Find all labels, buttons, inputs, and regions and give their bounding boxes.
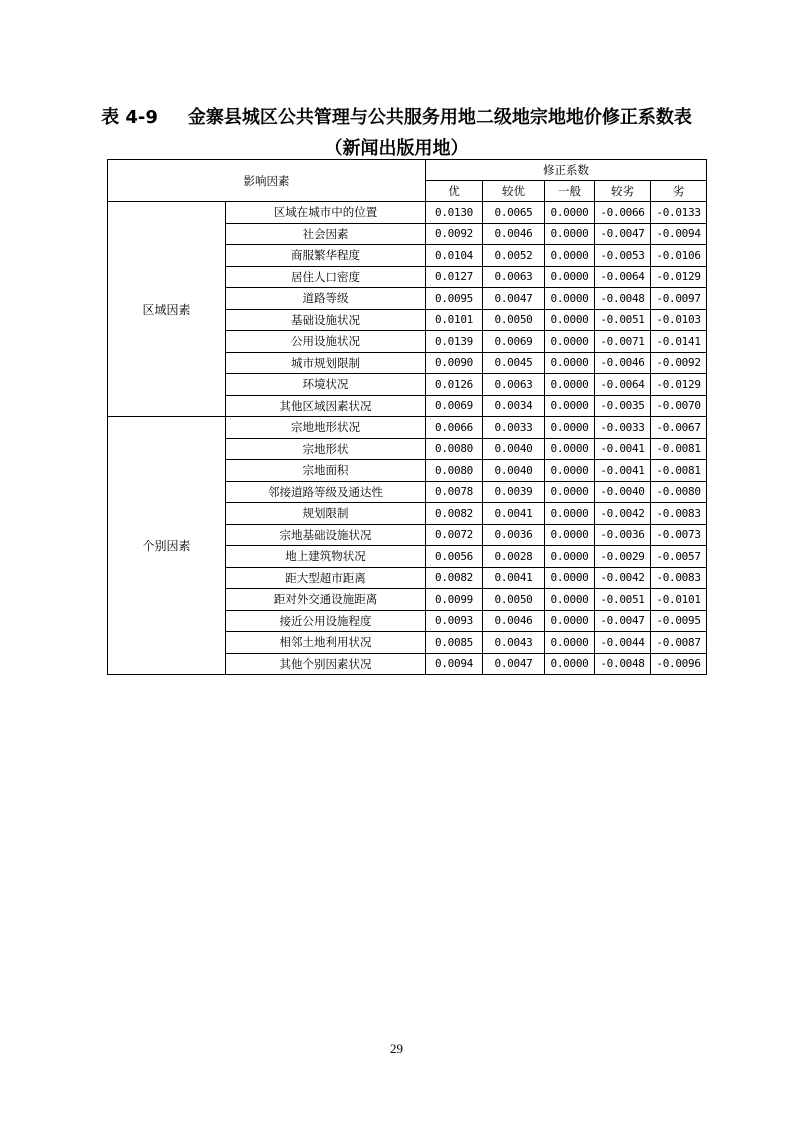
coefficient-value: 0.0127 — [426, 266, 483, 288]
coefficient-value: 0.0080 — [426, 460, 483, 482]
coefficient-value: -0.0046 — [595, 352, 651, 374]
coefficient-value: 0.0000 — [545, 266, 595, 288]
coefficient-value: 0.0000 — [545, 352, 595, 374]
coefficient-value: -0.0042 — [595, 503, 651, 525]
table-header — [108, 160, 707, 202]
level-header: 劣 — [651, 181, 707, 202]
coefficient-value: -0.0129 — [651, 266, 707, 288]
coefficient-value: 0.0039 — [483, 481, 545, 503]
factor-label: 其他区域因素状况 — [226, 395, 426, 417]
table-row — [108, 417, 707, 439]
factor-label: 环境状况 — [226, 374, 426, 396]
coefficient-value: -0.0083 — [651, 503, 707, 525]
coefficient-value: -0.0042 — [595, 567, 651, 589]
coefficient-value: 0.0063 — [483, 266, 545, 288]
coefficient-value: 0.0046 — [483, 223, 545, 245]
table-number: 表 4-9 — [101, 107, 158, 128]
coefficient-value: 0.0000 — [545, 223, 595, 245]
coefficient-value: 0.0000 — [545, 524, 595, 546]
coefficient-value: 0.0043 — [483, 632, 545, 654]
coefficient-value: 0.0126 — [426, 374, 483, 396]
coefficient-value: 0.0045 — [483, 352, 545, 374]
coefficient-value: 0.0050 — [483, 589, 545, 611]
coefficient-value: -0.0048 — [595, 653, 651, 675]
coefficient-value: 0.0000 — [545, 374, 595, 396]
coefficient-value: 0.0036 — [483, 524, 545, 546]
coefficient-value: -0.0073 — [651, 524, 707, 546]
coefficient-value: 0.0069 — [426, 395, 483, 417]
coefficient-value: -0.0094 — [651, 223, 707, 245]
coefficient-header: 修正系数 — [426, 160, 707, 181]
coefficient-value: -0.0051 — [595, 309, 651, 331]
coefficient-value: 0.0000 — [545, 417, 595, 439]
factor-label: 邻接道路等级及通达性 — [226, 481, 426, 503]
coefficient-value: -0.0081 — [651, 438, 707, 460]
coefficient-value: 0.0066 — [426, 417, 483, 439]
coefficient-value: -0.0070 — [651, 395, 707, 417]
coefficient-value: 0.0099 — [426, 589, 483, 611]
factor-label: 基础设施状况 — [226, 309, 426, 331]
coefficient-value: 0.0090 — [426, 352, 483, 374]
group-label: 个别因素 — [108, 417, 226, 675]
level-header: 一般 — [545, 181, 595, 202]
coefficient-value: 0.0000 — [545, 202, 595, 224]
coefficient-value: -0.0053 — [595, 245, 651, 267]
coefficient-value: 0.0033 — [483, 417, 545, 439]
coefficient-value: -0.0103 — [651, 309, 707, 331]
coefficient-value: 0.0046 — [483, 610, 545, 632]
coefficient-value: -0.0071 — [595, 331, 651, 353]
coefficient-value: -0.0051 — [595, 589, 651, 611]
coefficient-value: 0.0056 — [426, 546, 483, 568]
coefficient-value: 0.0047 — [483, 288, 545, 310]
level-header: 优 — [426, 181, 483, 202]
coefficient-value: 0.0085 — [426, 632, 483, 654]
coefficient-value: -0.0141 — [651, 331, 707, 353]
factor-label: 城市规划限制 — [226, 352, 426, 374]
table-title-text: 金寨县城区公共管理与公共服务用地二级地宗地地价修正系数表 — [187, 107, 692, 128]
coefficient-value: 0.0000 — [545, 460, 595, 482]
coefficient-value: -0.0087 — [651, 632, 707, 654]
table-row — [108, 202, 707, 224]
coefficient-value: 0.0000 — [545, 309, 595, 331]
coefficient-value: 0.0000 — [545, 331, 595, 353]
coefficient-value: 0.0065 — [483, 202, 545, 224]
factor-label: 宗地基础设施状况 — [226, 524, 426, 546]
coefficient-value: -0.0064 — [595, 374, 651, 396]
group-label: 区域因素 — [108, 202, 226, 417]
coefficient-value: 0.0063 — [483, 374, 545, 396]
coefficient-value: 0.0092 — [426, 223, 483, 245]
table-body — [108, 202, 707, 675]
coefficient-value: 0.0139 — [426, 331, 483, 353]
factor-label: 宗地面积 — [226, 460, 426, 482]
page-number: 29 — [390, 1041, 403, 1056]
coefficient-value: -0.0040 — [595, 481, 651, 503]
coefficient-value: 0.0050 — [483, 309, 545, 331]
coefficient-value: -0.0101 — [651, 589, 707, 611]
coefficient-value: -0.0029 — [595, 546, 651, 568]
factor-label: 区域在城市中的位置 — [226, 202, 426, 224]
coefficient-value: -0.0083 — [651, 567, 707, 589]
coefficient-value: 0.0101 — [426, 309, 483, 331]
factor-label: 宗地地形状况 — [226, 417, 426, 439]
coefficient-value: -0.0081 — [651, 460, 707, 482]
factor-header: 影响因素 — [108, 160, 426, 202]
factor-label: 接近公用设施程度 — [226, 610, 426, 632]
coefficient-value: 0.0000 — [545, 653, 595, 675]
coefficient-value: -0.0097 — [651, 288, 707, 310]
coefficient-value: -0.0041 — [595, 460, 651, 482]
coefficient-value: 0.0130 — [426, 202, 483, 224]
coefficient-value: -0.0057 — [651, 546, 707, 568]
factor-label: 社会因素 — [226, 223, 426, 245]
coefficient-value: 0.0078 — [426, 481, 483, 503]
coefficient-value: 0.0000 — [545, 288, 595, 310]
coefficient-value: -0.0080 — [651, 481, 707, 503]
table-title — [0, 103, 793, 129]
coefficient-value: 0.0000 — [545, 589, 595, 611]
level-header: 较优 — [483, 181, 545, 202]
factor-label: 相邻土地利用状况 — [226, 632, 426, 654]
coefficient-value: 0.0041 — [483, 503, 545, 525]
factor-label: 地上建筑物状况 — [226, 546, 426, 568]
coefficient-value: 0.0040 — [483, 438, 545, 460]
coefficient-value: -0.0064 — [595, 266, 651, 288]
coefficient-value: 0.0000 — [545, 245, 595, 267]
coefficient-value: 0.0082 — [426, 503, 483, 525]
factor-label: 居住人口密度 — [226, 266, 426, 288]
coefficient-value: -0.0041 — [595, 438, 651, 460]
table-subtitle: （新闻出版用地） — [324, 138, 469, 159]
coefficient-value: 0.0034 — [483, 395, 545, 417]
coefficient-value: 0.0047 — [483, 653, 545, 675]
coefficient-value: 0.0093 — [426, 610, 483, 632]
coefficient-value: 0.0095 — [426, 288, 483, 310]
coefficient-value: -0.0036 — [595, 524, 651, 546]
coefficient-value: 0.0000 — [545, 632, 595, 654]
coefficient-value: 0.0000 — [545, 567, 595, 589]
coefficient-value: -0.0047 — [595, 223, 651, 245]
coefficient-value: 0.0104 — [426, 245, 483, 267]
coefficient-value: 0.0072 — [426, 524, 483, 546]
coefficient-value: 0.0069 — [483, 331, 545, 353]
coefficient-value: 0.0094 — [426, 653, 483, 675]
factor-label: 其他个别因素状况 — [226, 653, 426, 675]
coefficient-value: 0.0000 — [545, 438, 595, 460]
coefficient-value: -0.0047 — [595, 610, 651, 632]
coefficient-value: -0.0048 — [595, 288, 651, 310]
coefficient-value: -0.0095 — [651, 610, 707, 632]
coefficient-value: 0.0000 — [545, 610, 595, 632]
coefficient-value: 0.0000 — [545, 481, 595, 503]
coefficient-value: 0.0041 — [483, 567, 545, 589]
coefficient-value: -0.0106 — [651, 245, 707, 267]
factor-label: 道路等级 — [226, 288, 426, 310]
coefficient-value: -0.0035 — [595, 395, 651, 417]
coefficient-value: -0.0129 — [651, 374, 707, 396]
coefficient-value: -0.0096 — [651, 653, 707, 675]
coefficient-value: 0.0052 — [483, 245, 545, 267]
factor-label: 宗地形状 — [226, 438, 426, 460]
coefficient-value: 0.0000 — [545, 503, 595, 525]
factor-label: 距大型超市距离 — [226, 567, 426, 589]
coefficient-value: 0.0040 — [483, 460, 545, 482]
factor-label: 距对外交通设施距离 — [226, 589, 426, 611]
coefficient-value: -0.0044 — [595, 632, 651, 654]
coefficient-value: 0.0000 — [545, 395, 595, 417]
coefficient-value: -0.0133 — [651, 202, 707, 224]
coefficient-value: -0.0066 — [595, 202, 651, 224]
factor-label: 商服繁华程度 — [226, 245, 426, 267]
coefficient-value: 0.0080 — [426, 438, 483, 460]
factor-label: 规划限制 — [226, 503, 426, 525]
coefficient-value: -0.0092 — [651, 352, 707, 374]
coefficient-value: -0.0033 — [595, 417, 651, 439]
coefficient-table — [107, 159, 707, 675]
coefficient-value: 0.0082 — [426, 567, 483, 589]
coefficient-value: -0.0067 — [651, 417, 707, 439]
coefficient-value: 0.0000 — [545, 546, 595, 568]
factor-label: 公用设施状况 — [226, 331, 426, 353]
level-header: 较劣 — [595, 181, 651, 202]
coefficient-value: 0.0028 — [483, 546, 545, 568]
